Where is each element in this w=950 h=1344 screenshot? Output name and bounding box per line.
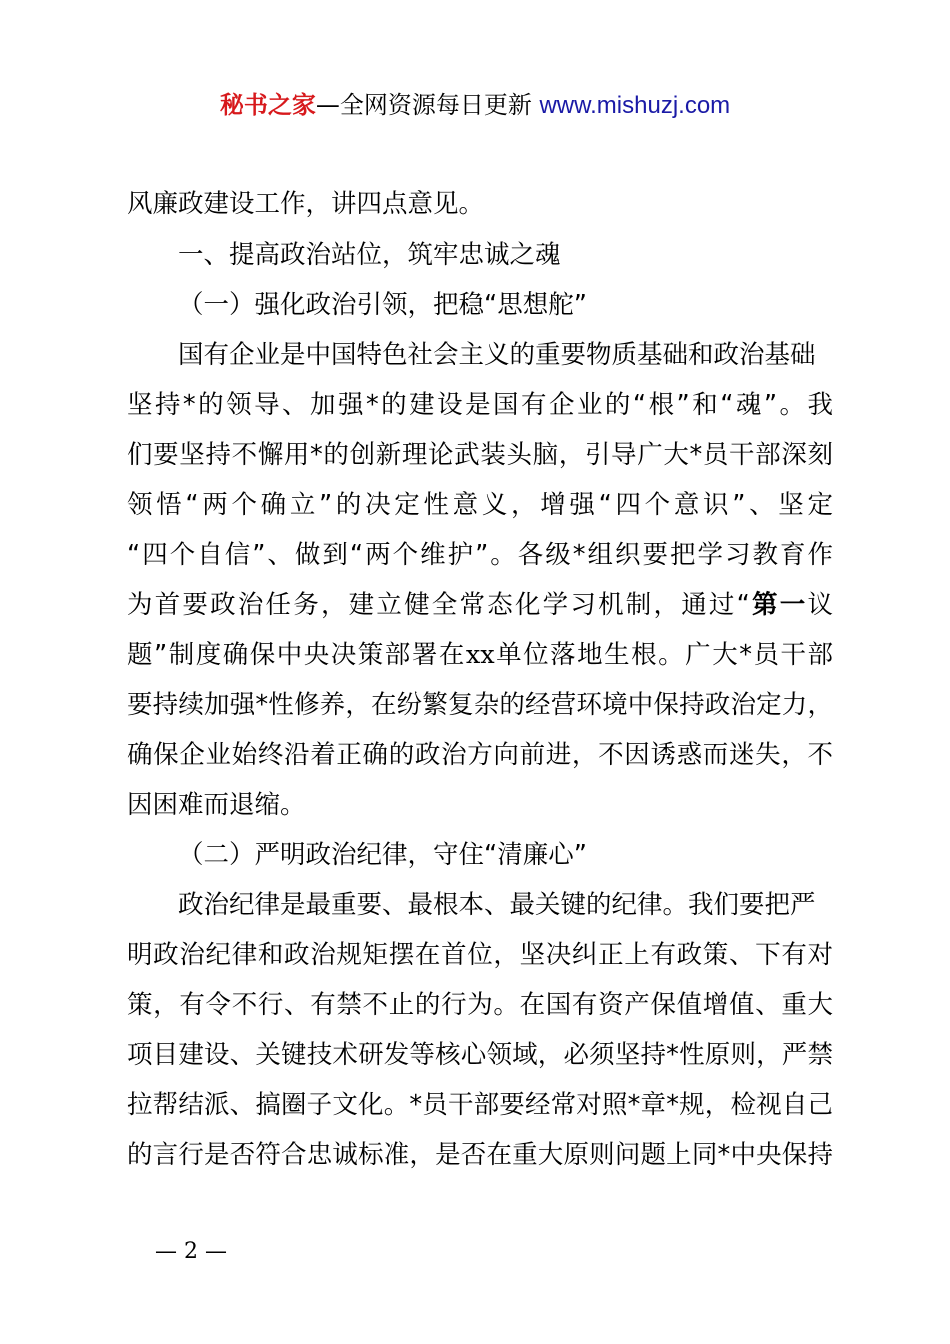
text-segment: 议 <box>807 590 833 620</box>
text-line: 拉帮结派、搞圈子文化。*员干部要经常对照*章*规，检视自己 <box>127 1090 833 1120</box>
text-line: 领悟“两个确立”的决定性意义，增强“四个意识”、坚定 <box>127 490 833 520</box>
brand-name: 秘书之家 <box>219 91 316 119</box>
text-line: 策，有令不行、有禁不止的行为。在国有资产保值增值、重大 <box>127 990 833 1020</box>
text-line: 风廉政建设工作，讲四点意见。 <box>127 189 485 219</box>
text-line: 明政治纪律和政治规矩摆在首位，坚决纠正上有政策、下有对 <box>127 940 833 970</box>
text-line: 们要坚持不懈用*的创新理论武装头脑，引导广大*员干部深刻 <box>127 440 833 470</box>
text-line: 政治纪律是最重要、最根本、最关键的纪律。我们要把严 <box>178 890 816 920</box>
text-line: 因困难而退缩。 <box>127 790 306 820</box>
text-segment: 题”制度确保中央决策部署在 <box>127 640 466 670</box>
text-line: 坚持*的领导、加强*的建设是国有企业的“根”和“魂”。我 <box>127 390 833 420</box>
text-line: 的言行是否符合忠诚标准，是否在重大原则问题上同*中央保持 <box>127 1140 833 1170</box>
text-line <box>127 588 833 622</box>
watermark-header <box>0 88 950 123</box>
page-number: — 2 — <box>155 1239 227 1264</box>
text-line: 国有企业是中国特色社会主义的重要物质基础和政治基础 <box>178 340 816 370</box>
bold-text: 第一 <box>749 590 808 620</box>
text-line <box>127 638 833 672</box>
text-line: 项目建设、关键技术研发等核心领域，必须坚持*性原则，严禁 <box>127 1040 833 1070</box>
text-line: 确保企业始终沿着正确的政治方向前进，不因诱惑而迷失，不 <box>127 740 833 770</box>
header-url: www.mishuzj.com <box>539 92 731 119</box>
text-line: 要持续加强*性修养，在纷繁复杂的经营环境中保持政治定力， <box>127 690 833 720</box>
placeholder-text: xx <box>465 640 495 670</box>
text-segment: 为首要政治任务，建立健全常态化学习机制，通过“ <box>127 590 750 620</box>
header-tagline: —全网资源每日更新 <box>315 91 532 119</box>
section-heading: 一、提高政治站位，筑牢忠诚之魂 <box>178 240 561 270</box>
subsection-heading: （二）严明政治纪律，守住“清廉心” <box>178 840 587 870</box>
text-line: “四个自信”、做到“两个维护”。各级*组织要把学习教育作 <box>127 540 833 570</box>
subsection-heading: （一）强化政治引领，把稳“思想舵” <box>178 290 587 320</box>
text-segment: 单位落地生根。广大*员干部 <box>494 640 833 670</box>
